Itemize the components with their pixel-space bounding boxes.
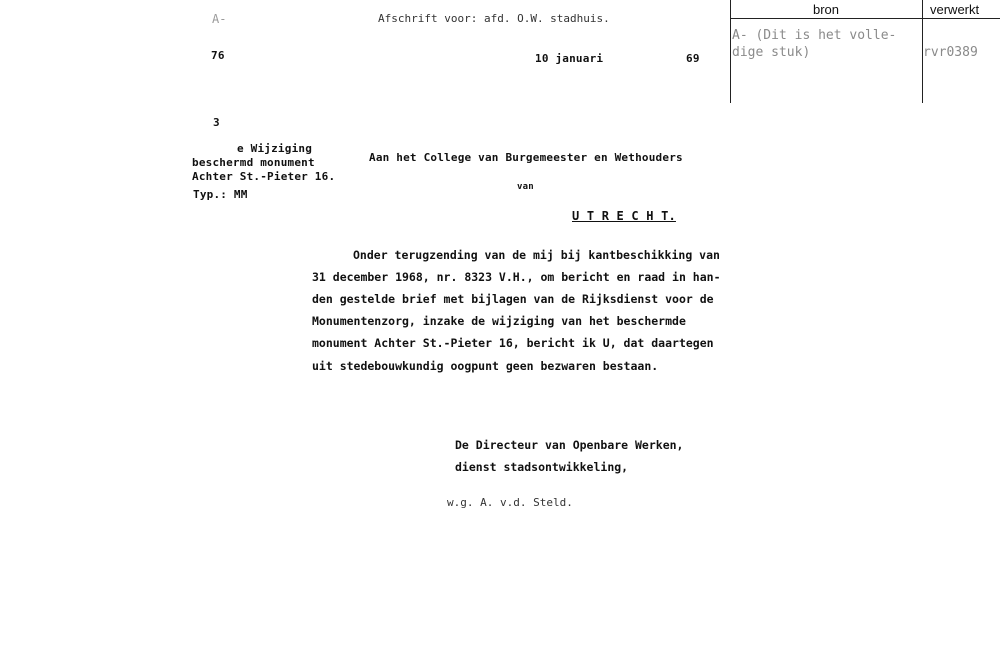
bron-line-1: A- (Dit is het volle- [732, 28, 897, 43]
letter-year: 69 [686, 52, 700, 65]
body-line-5: monument Achter St.-Pieter 16, bericht ik U, dat daartegen [312, 336, 714, 350]
address-city: U T R E C H T. [572, 209, 676, 223]
typist-initials: Typ.: MM [193, 188, 248, 201]
body-line-6: uit stedebouwkundig oogpunt geen bezwaren bestaan. [312, 359, 659, 373]
column-header-verwerkt: verwerkt [930, 2, 980, 17]
signature-line-1: De Directeur van Openbare Werken, [455, 438, 684, 452]
body-line-3: den gestelde brief met bijlagen van de Rijksdienst voor de [312, 292, 714, 306]
reference-number: 76 [211, 49, 225, 62]
address-line-1: Aan het College van Burgemeester en Wethouders [369, 151, 683, 164]
reference-code: A- [212, 12, 227, 26]
subject-line-1: e Wijziging [237, 142, 313, 155]
archive-stamp-table [730, 0, 1000, 103]
address-line-2: van [517, 182, 534, 192]
subject-line-2: beschermd monument [192, 156, 315, 169]
column-header-bron: bron [813, 2, 840, 17]
margin-mark: 3 [213, 116, 220, 129]
copy-note: Afschrift voor: afd. O.W. stadhuis. [378, 12, 610, 25]
bron-line-2: dige stuk) [732, 45, 811, 60]
signature-line-2: dienst stadsontwikkeling, [455, 460, 629, 474]
body-line-2: 31 december 1968, nr. 8323 V.H., om bericht en raad in han- [312, 270, 721, 284]
verwerkt-value: rvr0389 [923, 45, 978, 60]
signed-by: w.g. A. v.d. Steld. [447, 496, 573, 509]
letter-date: 10 januari [535, 52, 604, 65]
subject-line-3: Achter St.-Pieter 16. [192, 170, 336, 183]
body-line-4: Monumentenzorg, inzake de wijziging van het beschermde [312, 314, 686, 328]
body-line-1: Onder terugzending van de mij bij kantbeschikking van [353, 248, 720, 262]
